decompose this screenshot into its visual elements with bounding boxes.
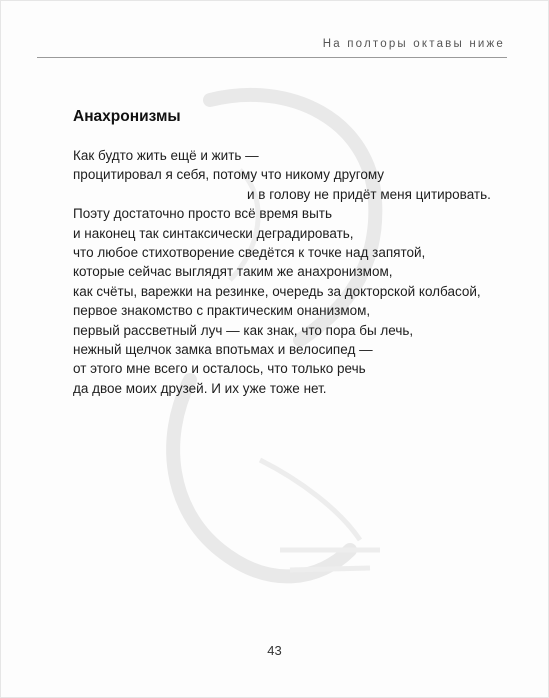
poem-body <box>73 146 513 398</box>
poem-line: которые сейчас выглядят таким же анахронизмом, <box>73 264 393 280</box>
poem-line: Поэту достаточно просто всё время выть <box>73 206 333 222</box>
page-number: 43 <box>267 643 282 658</box>
header-rule <box>37 57 507 58</box>
poem-line: первый рассветный луч — как знак, что пора бы лечь, <box>73 322 414 338</box>
poem-line: нежный щелчок замка впотьмах и велосипед — <box>73 341 373 357</box>
poem-title: Анахронизмы <box>73 108 181 125</box>
poem-line: от этого мне всего и осталось, что только речь <box>73 361 366 377</box>
poem-line: и наконец так синтаксически деградировать, <box>73 225 354 241</box>
running-head: На полторы октавы ниже <box>322 38 505 50</box>
poem-line: что любое стихотворение сведётся к точке над запятой, <box>73 244 426 260</box>
poem-line: как счёты, варежки на резинке, очередь за докторской колбасой, <box>73 283 481 299</box>
poem-line: и в голову не придёт меня цитировать. <box>247 186 491 202</box>
poem-line: первое знакомство с практическим онанизмом, <box>73 303 371 319</box>
poem-line: процитировал я себя, потому что никому другому <box>73 167 385 183</box>
poem-line: Как будто жить ещё и жить — <box>73 148 259 163</box>
poem-line: да двое моих друзей. И их уже тоже нет. <box>73 380 327 396</box>
